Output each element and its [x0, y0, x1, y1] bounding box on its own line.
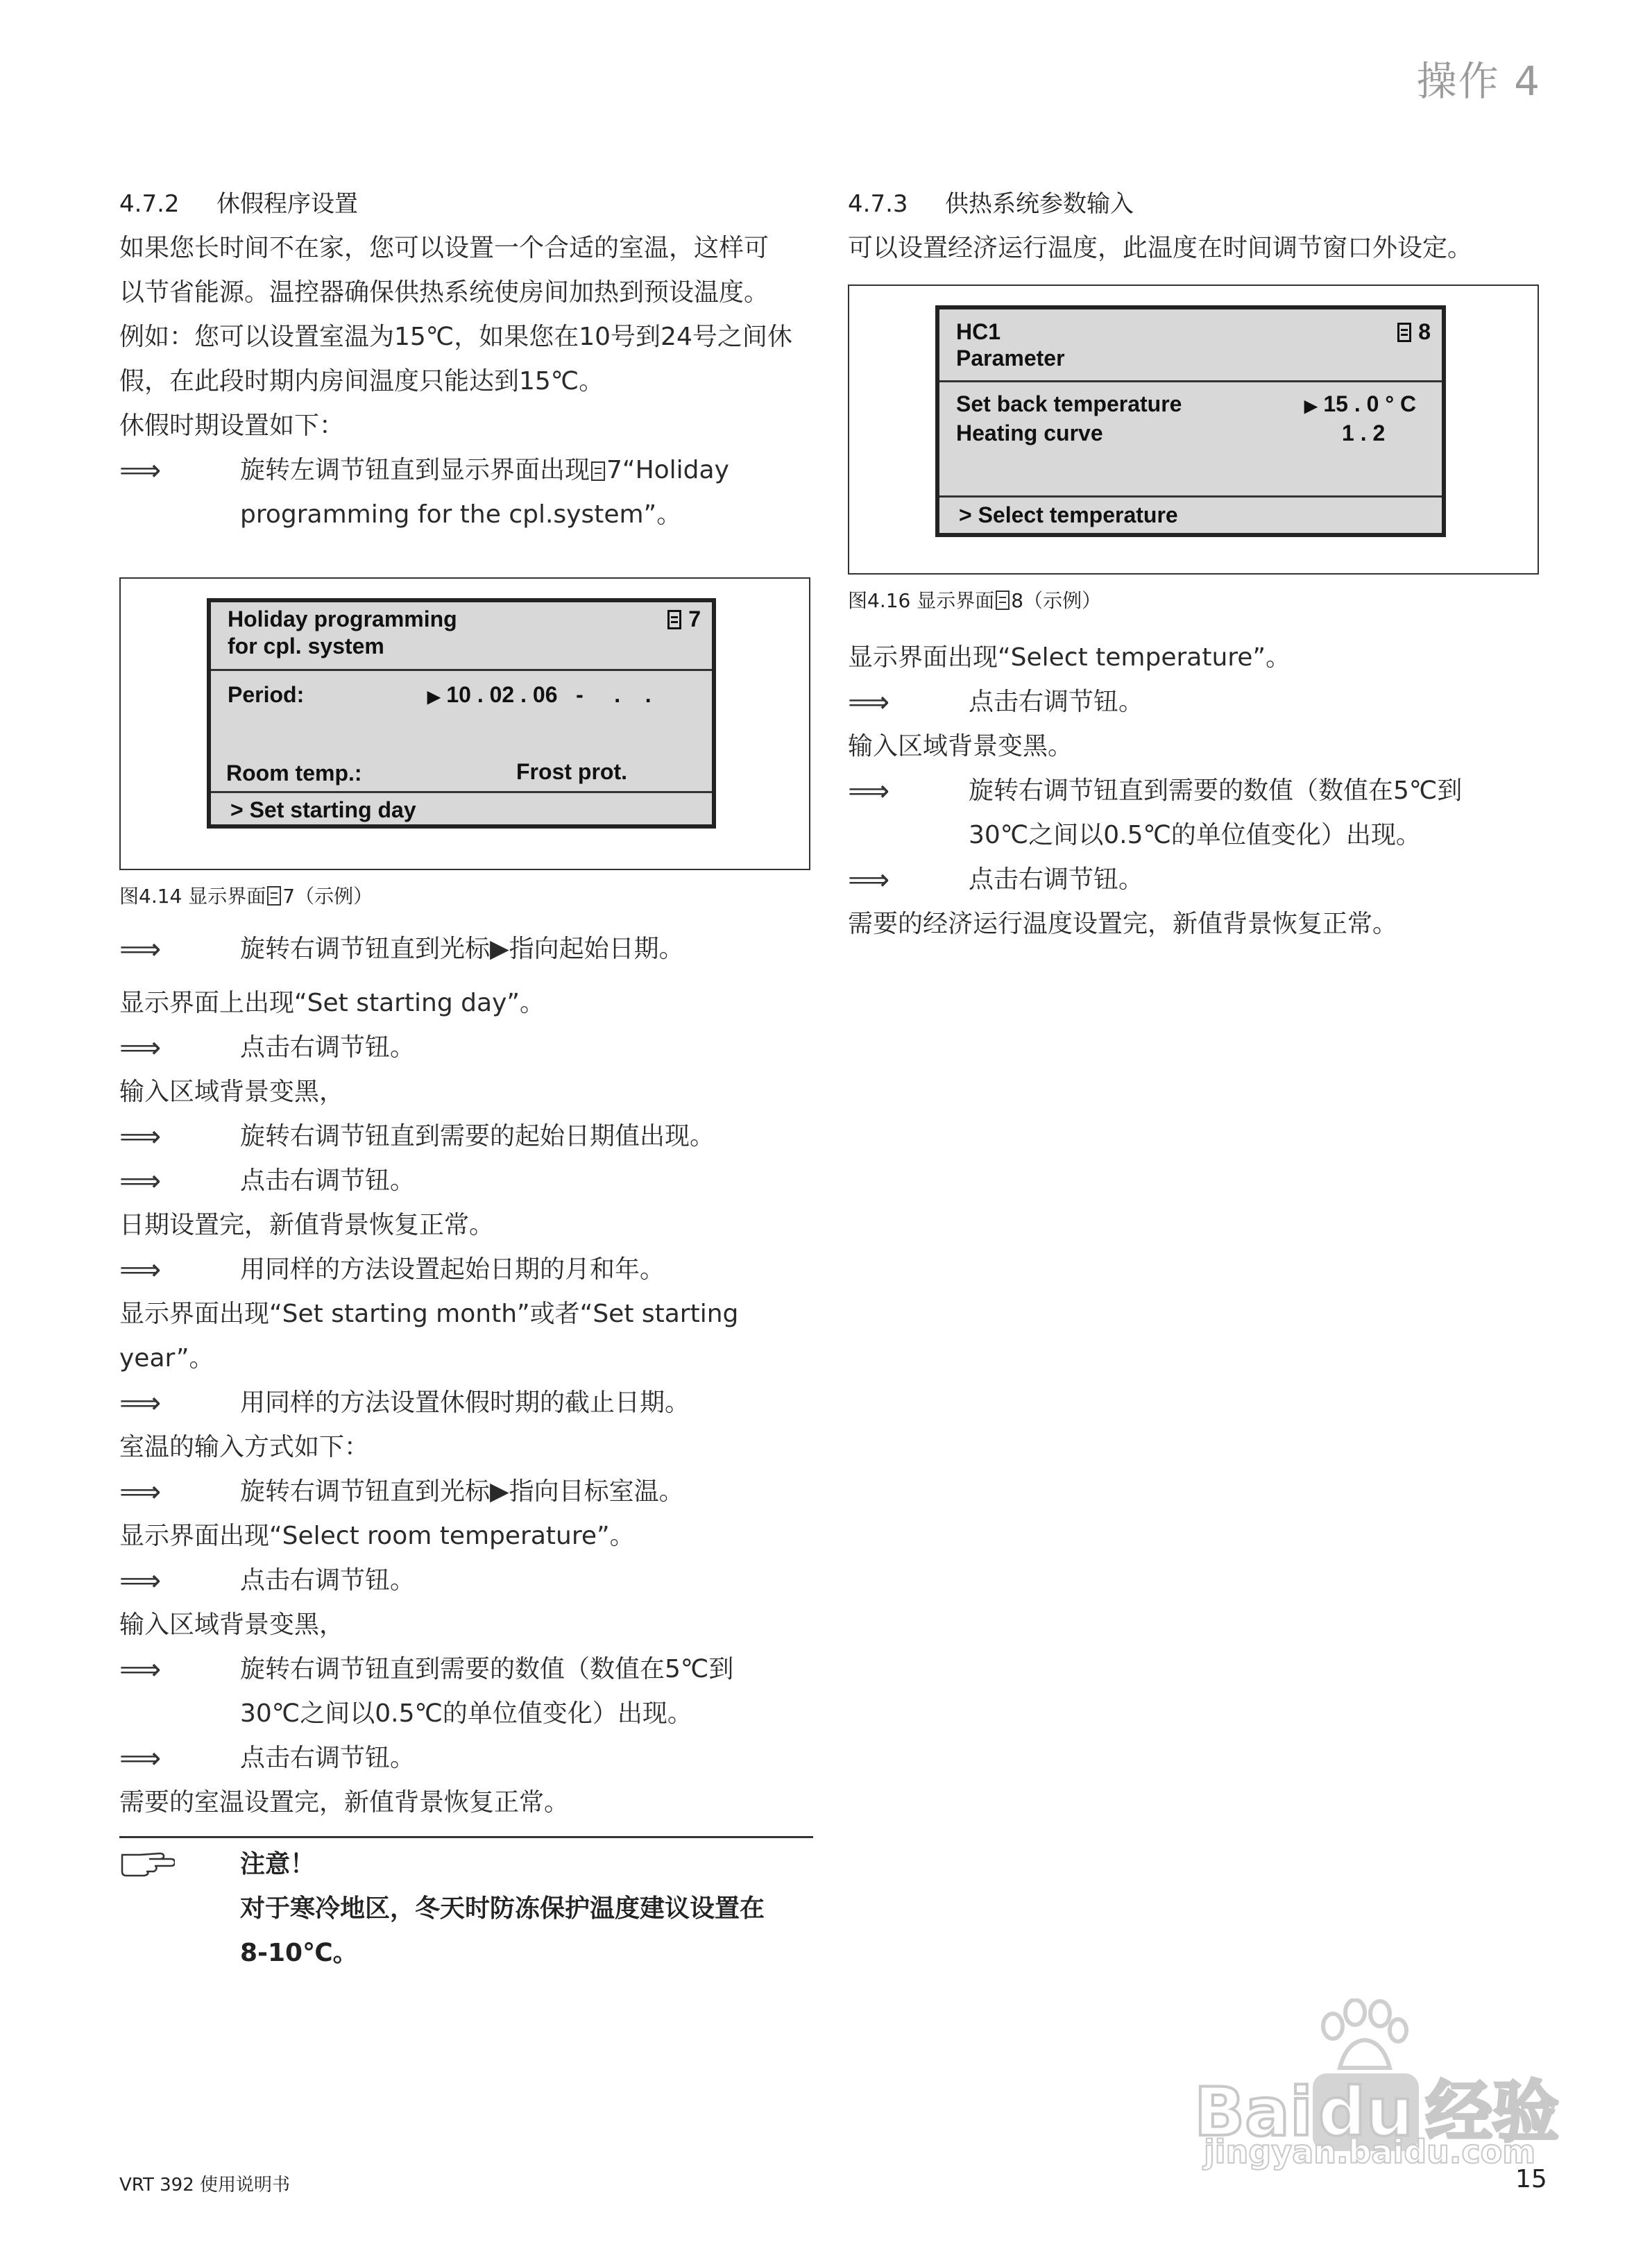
- arrow-icon: ⟹: [119, 1119, 162, 1153]
- setback-temp-value: ▶ 15 . 0 ° C: [1304, 391, 1417, 416]
- page-number: 15: [1515, 2165, 1547, 2193]
- right-column: [848, 182, 1542, 946]
- lcd-display: [935, 305, 1446, 537]
- section-title: 休假程序设置: [216, 190, 358, 218]
- step-item: [848, 858, 1542, 902]
- arrow-icon: ⟹: [119, 1741, 162, 1775]
- step-continuation: [119, 1692, 813, 1736]
- arrow-icon: ⟹: [848, 774, 890, 808]
- lcd-footer: > Set starting day: [230, 797, 416, 822]
- menu-icon: [996, 591, 1010, 610]
- step-text: 点击右调节钮。: [240, 1744, 416, 1772]
- divider: [211, 791, 712, 793]
- instruction-list: [848, 636, 1542, 946]
- intro-paragraph: 可以设置经济运行温度，此温度在时间调节窗口外设定。: [848, 234, 1473, 262]
- left-column: [119, 182, 813, 1976]
- menu-number: 7: [688, 606, 701, 631]
- figure-caption: 图4.16 显示界面 8（示例）: [848, 589, 1102, 612]
- step-text: 旋转右调节钮直到需要的数值（数值在5℃到: [240, 1655, 734, 1683]
- section-number: 4.7.3: [848, 190, 908, 218]
- section-heading-4-7-3: [848, 182, 1542, 226]
- paragraph-line: 日期设置完，新值背景恢复正常。: [119, 1211, 495, 1239]
- intro-line: 例如：您可以设置室温为15℃，如果您在10号到24号之间休: [119, 323, 792, 351]
- step-text: 点击右调节钮。: [969, 865, 1144, 894]
- pointing-hand-icon: [119, 1849, 175, 1880]
- section-heading-4-7-2: [119, 182, 813, 226]
- step-item: [119, 927, 813, 971]
- paragraph-line: 输入区域背景变黑，: [119, 1078, 345, 1106]
- intro-line: 如果您长时间不在家，您可以设置一个合适的室温，这样可: [119, 234, 769, 262]
- chapter-header: 操作 4: [1416, 58, 1541, 105]
- step-item: [848, 680, 1542, 724]
- figure-caption: 图4.14 显示界面 7（示例）: [119, 885, 373, 908]
- step-continuation: [848, 813, 1542, 858]
- arrow-icon: ⟹: [119, 1386, 162, 1420]
- step-text: 7“Holiday: [606, 456, 729, 484]
- note-title: 注意！: [240, 1850, 316, 1878]
- lcd-title-line2: Parameter: [956, 346, 1065, 371]
- step-text: 旋转右调节钮直到光标▶指向目标室温。: [240, 1477, 684, 1506]
- paragraph-line: 显示界面出现“Set starting month”或者“Set starting: [119, 1300, 739, 1328]
- step-text: 旋转右调节钮直到需要的起始日期值出现。: [240, 1122, 715, 1150]
- section-title: 供热系统参数输入: [945, 190, 1134, 218]
- arrow-icon: ⟹: [119, 1164, 162, 1198]
- step-item: [119, 1647, 813, 1692]
- note-divider: [119, 1836, 813, 1838]
- watermark-brand: Baidu 经验: [1194, 2073, 1559, 2151]
- step-item: [119, 448, 813, 537]
- arrow-icon: ⟹: [119, 1652, 162, 1686]
- menu-icon: [1397, 323, 1411, 342]
- arrow-icon: ⟹: [848, 685, 890, 719]
- intro-line: 休假时期设置如下：: [119, 411, 345, 440]
- paragraph-line: year”。: [119, 1344, 214, 1373]
- section-number: 4.7.2: [119, 190, 180, 218]
- step-text: 30℃之间以0.5℃的单位值变化）出现。: [240, 1699, 692, 1728]
- step-item: [119, 1470, 813, 1514]
- lcd-menu-number: [1397, 319, 1431, 345]
- note-text: 对于寒冷地区，冬天时防冻保护温度建议设置在: [240, 1894, 765, 1923]
- step-text: 点击右调节钮。: [240, 1166, 416, 1195]
- step-text: programming for the cpl.system”。: [240, 500, 682, 529]
- step-item: [119, 1559, 813, 1603]
- arrow-icon: ⟹: [119, 1475, 162, 1509]
- step-text: 用同样的方法设置起始日期的月和年。: [240, 1255, 665, 1284]
- arrow-icon: ⟹: [119, 932, 162, 966]
- step-text: 旋转左调节钮直到显示界面出现: [240, 456, 590, 484]
- cursor-icon: ▶: [427, 688, 441, 706]
- menu-icon: [591, 461, 605, 481]
- arrow-icon: ⟹: [119, 453, 162, 487]
- divider: [939, 380, 1442, 382]
- step-text: 30℃之间以0.5℃的单位值变化）出现。: [969, 821, 1421, 849]
- paragraph-line: 室温的输入方式如下：: [119, 1433, 370, 1461]
- setback-temp-label: Set back temperature: [956, 391, 1182, 416]
- paragraph-line: 显示界面上出现“Set starting day”。: [119, 989, 545, 1017]
- step-text: 点击右调节钮。: [240, 1566, 416, 1595]
- period-value: ▶ 10 . 02 . 06 - . .: [427, 682, 652, 707]
- step-item: [119, 1114, 813, 1159]
- lcd-title-line2: for cpl. system: [228, 634, 384, 659]
- arrow-icon: ⟹: [848, 863, 890, 897]
- menu-number: 8: [1418, 319, 1431, 344]
- lcd-title-line1: Holiday programming: [228, 606, 457, 631]
- step-text: 用同样的方法设置休假时期的截止日期。: [240, 1388, 690, 1417]
- lcd-display: [207, 598, 716, 829]
- step-item: [848, 769, 1542, 813]
- step-item: [119, 1026, 813, 1070]
- intro-line: 以节省能源。温控器确保供热系统使房间加热到预设温度。: [119, 278, 769, 307]
- divider: [211, 669, 712, 671]
- instruction-list: [119, 927, 813, 1825]
- paragraph-line: 输入区域背景变黑。: [848, 732, 1073, 761]
- period-label: Period:: [228, 682, 305, 707]
- step-text: 点击右调节钮。: [240, 1033, 416, 1062]
- note-text: 8-10℃。: [240, 1939, 358, 1967]
- figure-4-16-frame: [848, 285, 1539, 575]
- step-item: [119, 1248, 813, 1292]
- step-text: 旋转右调节钮直到光标▶指向起始日期。: [240, 935, 684, 963]
- spacer: [119, 971, 813, 981]
- doc-footer: VRT 392 使用说明书: [119, 2175, 290, 2196]
- baidu-watermark: [1194, 1998, 1559, 2171]
- lcd-menu-number: [667, 606, 701, 632]
- step-text: 点击右调节钮。: [969, 688, 1144, 716]
- note-box: [119, 1842, 813, 1976]
- lcd-footer: > Select temperature: [959, 502, 1178, 527]
- paragraph-line: 需要的经济运行温度设置完，新值背景恢复正常。: [848, 910, 1398, 938]
- paragraph-line: 显示界面出现“Select temperature”。: [848, 643, 1291, 672]
- menu-icon: [267, 886, 281, 906]
- lcd-title-line1: HC1: [956, 319, 1001, 344]
- arrow-icon: ⟹: [119, 1030, 162, 1064]
- paragraph-line: 输入区域背景变黑，: [119, 1611, 345, 1639]
- figure-4-14-frame: [119, 577, 810, 870]
- room-temp-label: Room temp.:: [226, 761, 362, 785]
- heating-curve-value: 1 . 2: [1342, 421, 1386, 445]
- arrow-icon: ⟹: [119, 1252, 162, 1286]
- intro-paragraph: [119, 226, 813, 448]
- step-item: [119, 1736, 813, 1781]
- room-temp-value: Frost prot.: [516, 759, 627, 784]
- step-item: [119, 1159, 813, 1203]
- divider: [939, 495, 1442, 498]
- paragraph-line: 需要的室温设置完，新值背景恢复正常。: [119, 1788, 570, 1817]
- step-item: [119, 1381, 813, 1425]
- cursor-icon: ▶: [1304, 397, 1318, 416]
- menu-icon: [667, 610, 681, 629]
- arrow-icon: ⟹: [119, 1563, 162, 1597]
- watermark-url: jingyan.baidu.com: [1204, 2133, 1536, 2171]
- paragraph-line: 显示界面出现“Select room temperature”。: [119, 1522, 635, 1550]
- heating-curve-label: Heating curve: [956, 421, 1103, 445]
- intro-line: 假，在此段时期内房间温度只能达到15℃。: [119, 367, 604, 396]
- step-text: 旋转右调节钮直到需要的数值（数值在5℃到: [969, 776, 1463, 805]
